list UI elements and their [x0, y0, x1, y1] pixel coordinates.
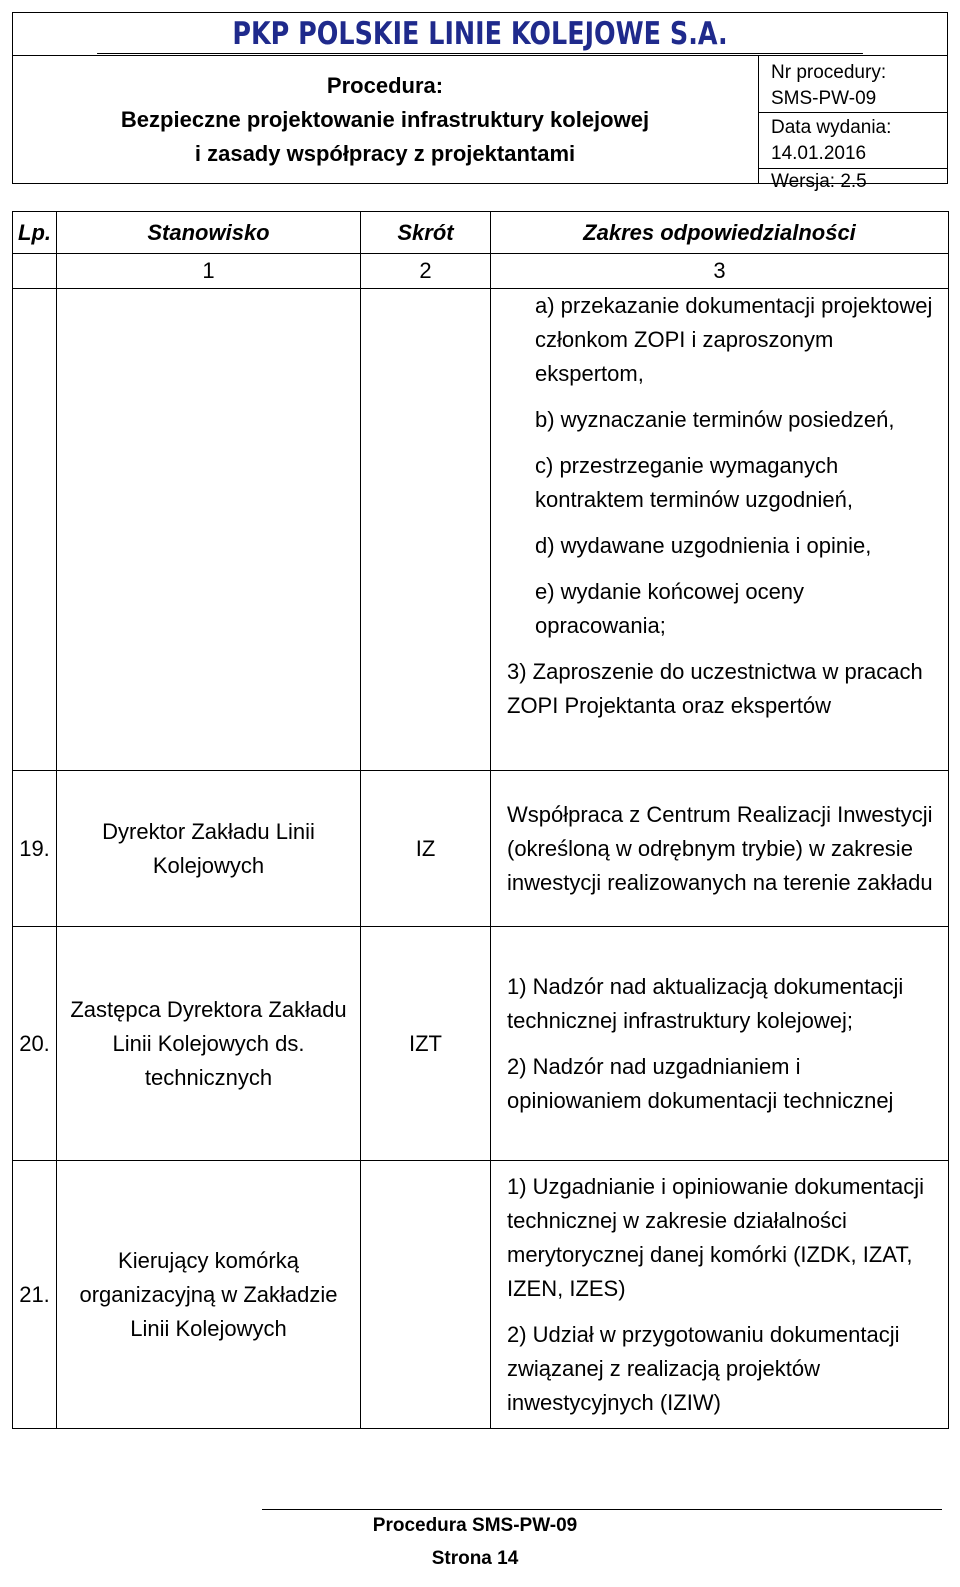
list-item: c) przestrzeganie wymaganych kontraktem terminów uzgodnień,	[535, 453, 853, 512]
column-number-blank	[13, 254, 57, 289]
continuation-lp	[13, 289, 57, 771]
table-header-row	[13, 212, 949, 254]
header-position: Stanowisko	[57, 212, 361, 254]
document-header	[12, 12, 948, 192]
responsibility-table	[12, 211, 949, 1429]
issue-date-value: 14.01.2016	[771, 143, 867, 164]
procedure-number-label: Nr procedury:	[771, 62, 887, 83]
footer-page-number: Strona 14	[431, 1548, 519, 1569]
procedure-label: Procedura:	[326, 73, 444, 98]
row-position: Zastępca Dyrektora Zakładu Linii Kolejowych ds. technicznych	[57, 927, 361, 1161]
procedure-number-value: SMS-PW-09	[771, 88, 877, 109]
issue-date-cell	[759, 112, 948, 168]
continuation-position	[57, 289, 361, 771]
procedure-meta	[758, 56, 948, 192]
continuation-abbreviation	[361, 289, 491, 771]
row-abbreviation: IZT	[361, 927, 491, 1161]
column-number-row	[13, 254, 949, 289]
version-text: Wersja: 2.5	[771, 171, 867, 192]
row-position: Dyrektor Zakładu Linii Kolejowych	[57, 771, 361, 927]
row-lp: 19.	[13, 771, 57, 927]
row-responsibility	[491, 927, 949, 1161]
row-lp: 21.	[13, 1161, 57, 1429]
list-item: 3) Zaproszenie do uczestnictwa w pracach ZOPI Projektanta oraz ekspertów	[507, 659, 923, 718]
column-number-1: 1	[57, 254, 361, 289]
row-abbreviation: IZ	[361, 771, 491, 927]
responsibility-item: 1) Uzgadnianie i opiniowanie dokumentacji technicznej w zakresie działalności merytorycznej danej komórki (IZDK, IZAT, IZEN, IZES)	[507, 1173, 925, 1301]
procedure-title-block	[13, 57, 757, 183]
row-lp: 20.	[13, 927, 57, 1161]
responsibility-item: 1) Nadzór nad aktualizacją dokumentacji technicznej infrastruktury kolejowej;	[507, 973, 904, 1033]
row-position: Kierujący komórką organizacyjną w Zakładzie Linii Kolejowych	[57, 1161, 361, 1429]
list-item: d) wydawane uzgodnienia i opinie,	[535, 533, 872, 558]
list-item: b) wyznaczanie terminów posiedzeń,	[535, 407, 895, 432]
table-row	[13, 771, 949, 927]
header-abbreviation: Skrót	[361, 212, 491, 254]
procedure-number-cell	[759, 56, 948, 112]
continuation-responsibility	[491, 289, 949, 771]
table-row	[13, 1161, 949, 1429]
footer-divider	[262, 1509, 942, 1510]
header-lp: Lp.	[13, 212, 57, 254]
responsibility-item: 2) Nadzór nad uzgadnianiem i opiniowaniem dokumentacji technicznej	[507, 1053, 894, 1113]
column-number-3: 3	[491, 254, 949, 289]
footer-procedure: Procedura SMS-PW-09	[372, 1515, 578, 1536]
header-responsibility: Zakres odpowiedzialności	[491, 212, 949, 254]
table-row	[13, 927, 949, 1161]
list-item: e) wydanie końcowej oceny opracowania;	[535, 579, 805, 638]
row-responsibility	[491, 1161, 949, 1429]
column-number-2: 2	[361, 254, 491, 289]
procedure-title-line2: i zasady współpracy z projektantami	[194, 141, 576, 166]
table-row-continuation	[13, 289, 949, 771]
issue-date-label: Data wydania:	[771, 117, 892, 138]
procedure-title-line1: Bezpieczne projektowanie infrastruktury kolejowej	[120, 107, 650, 132]
responsibility-item: Współpraca z Centrum Realizacji Inwestycji (określoną w odrębnym trybie) w zakresie inwestycji realizowanych na terenie zakładu	[507, 801, 933, 895]
row-abbreviation	[361, 1161, 491, 1429]
company-name: PKP POLSKIE LINIE KOLEJOWE S.A.	[97, 15, 863, 54]
responsibility-item: 2) Udział w przygotowaniu dokumentacji związanej z realizacją projektów inwestycyjnych (IZIW)	[507, 1321, 900, 1415]
version-cell	[759, 168, 948, 192]
row-responsibility	[491, 771, 949, 927]
list-item: a) przekazanie dokumentacji projektowej członkom ZOPI i zaproszonym ekspertom,	[535, 293, 933, 386]
